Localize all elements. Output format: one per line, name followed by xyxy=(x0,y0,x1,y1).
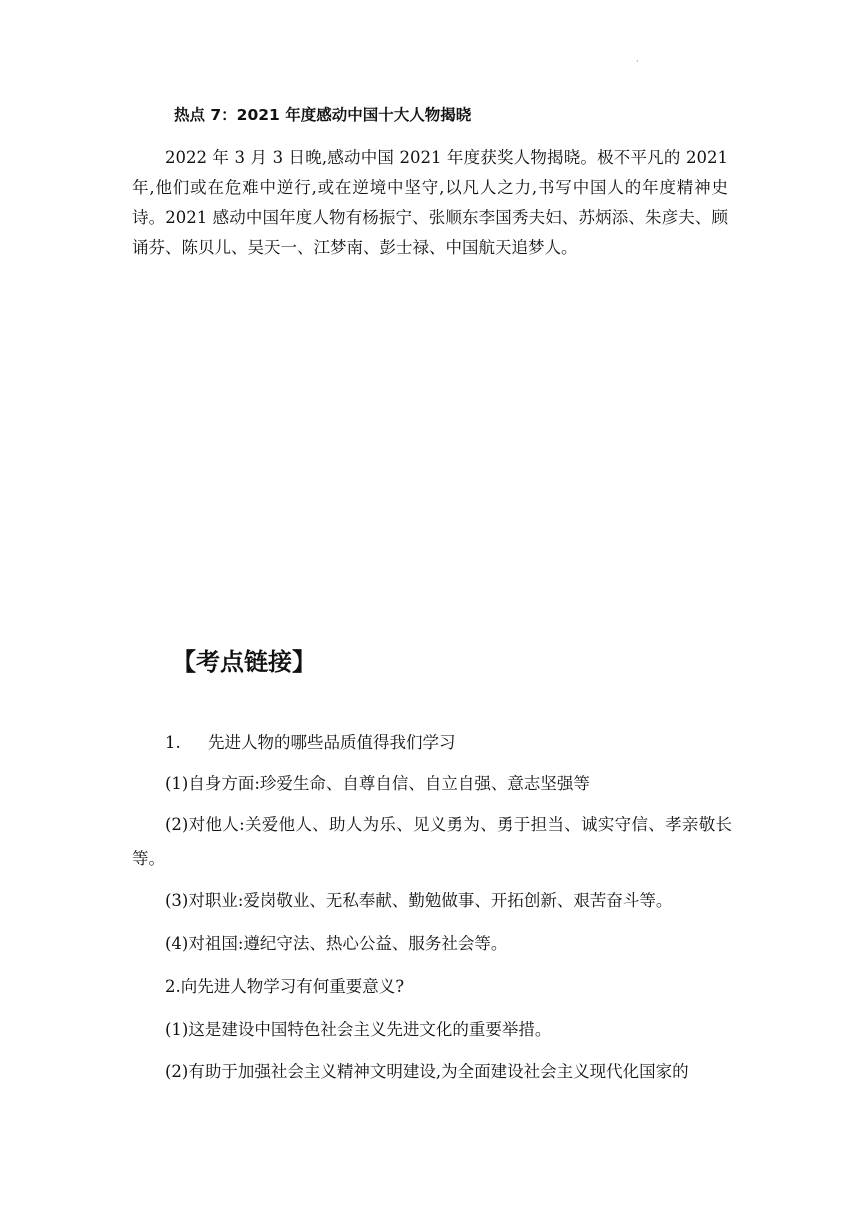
question-1-item-1: (1)自身方面:珍爱生命、自尊自信、自立自强、意志坚强等 xyxy=(165,774,590,793)
question-1-item-4: (4)对祖国:遵纪守法、热心公益、服务社会等。 xyxy=(165,934,508,953)
question-1-item-2: (2)对他人:关爱他人、助人为乐、见义勇为、勇于担当、诚实守信、孝亲敬长等。 xyxy=(132,815,732,868)
exam-links-title: 【考点链接】 xyxy=(172,648,316,676)
question-1-number: 1. xyxy=(165,733,181,752)
question-1-text: 先进人物的哪些品质值得我们学习 xyxy=(208,733,456,752)
question-2-item-2: (2)有助于加强社会主义精神文明建设,为全面建设社会主义现代化国家的 xyxy=(165,1062,689,1081)
question-1-item-3: (3)对职业:爱岗敬业、无私奉献、勤勉做事、开拓创新、艰苦奋斗等。 xyxy=(165,891,673,910)
question-2-item-1: (1)这是建设中国特色社会主义先进文化的重要举措。 xyxy=(165,1020,552,1039)
hotspot-intro-paragraph: 2022 年 3 月 3 日晚,感动中国 2021 年度获奖人物揭晓。极不平凡的 2021 年,他们或在危难中逆行,或在逆境中坚守,以凡人之力,书写中国人的年度精神史诗。2021 感动中国年度人物有杨振宁、张顺东李国秀夫妇、苏炳添、朱彦夫、顾诵芬、陈贝儿、吴天一、江梦南、彭士禄、中国航天追梦人。 xyxy=(132,148,728,257)
question-2-text: 2.向先进人物学习有何重要意义? xyxy=(165,977,405,996)
hotspot-heading: 热点 7：2021 年度感动中国十大人物揭晓 xyxy=(174,106,472,124)
corner-dot-mark: · xyxy=(636,57,639,66)
